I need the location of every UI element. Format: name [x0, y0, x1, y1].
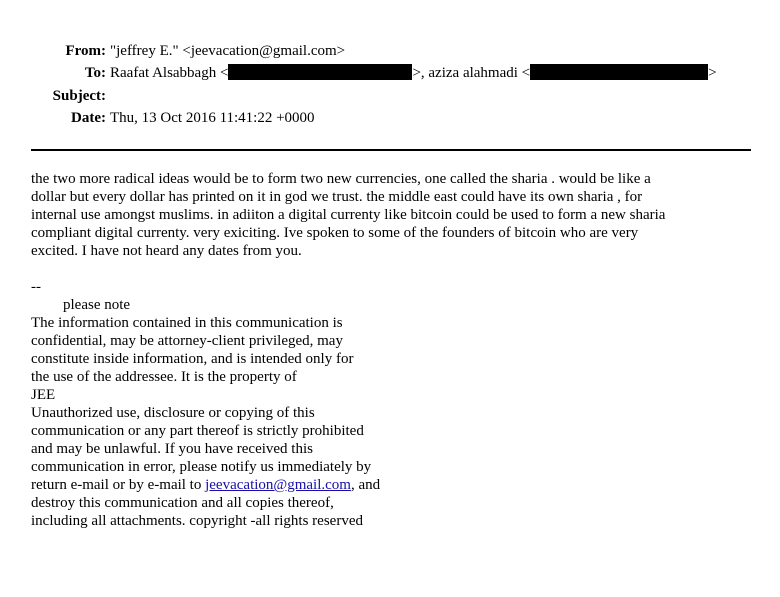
- return-prefix: return e-mail or by e-mail to: [31, 477, 206, 493]
- disclaimer-line: [31, 476, 451, 494]
- subject-label: Subject:: [52, 88, 106, 104]
- from-value: "jeffrey E." <jeevacation@gmail.com>: [110, 43, 346, 59]
- disclaimer-line: including all attachments. copyright -all rights reserved: [31, 513, 363, 529]
- body-line: excited. I have not heard any dates from you.: [31, 243, 302, 259]
- redaction-bar: [530, 64, 708, 80]
- signature-separator: --: [31, 279, 41, 295]
- date-value: Thu, 13 Oct 2016 11:41:22 +0000: [110, 110, 315, 126]
- disclaimer-line: JEE: [31, 387, 56, 403]
- disclaimer-line: The information contained in this communication is: [31, 315, 343, 331]
- to-value: [110, 63, 717, 83]
- header-divider: [31, 149, 751, 151]
- redaction-bar: [228, 64, 412, 80]
- disclaimer-line: confidential, may be attorney-client privileged, may: [31, 333, 343, 349]
- message-body: [31, 170, 751, 260]
- disclaimer-line: destroy this communication and all copies thereof,: [31, 495, 334, 511]
- to-label: To:: [84, 65, 106, 81]
- disclaimer-line: the use of the addressee. It is the property of: [31, 369, 297, 385]
- return-suffix: , and: [350, 477, 381, 493]
- disclaimer-line: Unauthorized use, disclosure or copying of this: [31, 405, 315, 421]
- disclaimer-line: constitute inside information, and is intended only for: [31, 351, 354, 367]
- date-label: Date:: [71, 110, 106, 126]
- to-separator: >, aziza alahmadi <: [412, 65, 531, 81]
- body-line: compliant digital currenty. very exiciting. Ive spoken to some of the founders of bitcoin who are very: [31, 225, 639, 241]
- body-line: dollar but every dollar has printed on it in god we trust. the middle east could have its own sharia , for: [31, 189, 643, 205]
- to-recipient-1: Raafat Alsabbagh <: [110, 65, 229, 81]
- body-line: internal use amongst muslims. in adiiton a digital currenty like bitcoin could be used to form a new sharia: [31, 207, 666, 223]
- from-label: From:: [65, 43, 106, 59]
- body-line: the two more radical ideas would be to form two new currencies, one called the sharia . would be like a: [31, 171, 651, 187]
- disclaimer-line: communication or any part thereof is strictly prohibited: [31, 423, 364, 439]
- signature-disclaimer: [31, 278, 451, 530]
- to-end: >: [708, 65, 717, 81]
- email-link[interactable]: jeevacation@gmail.com: [205, 477, 351, 493]
- disclaimer-line: and may be unlawful. If you have received this: [31, 441, 313, 457]
- disclaimer-line: communication in error, please notify us immediately by: [31, 459, 372, 475]
- please-note: please note: [63, 297, 131, 313]
